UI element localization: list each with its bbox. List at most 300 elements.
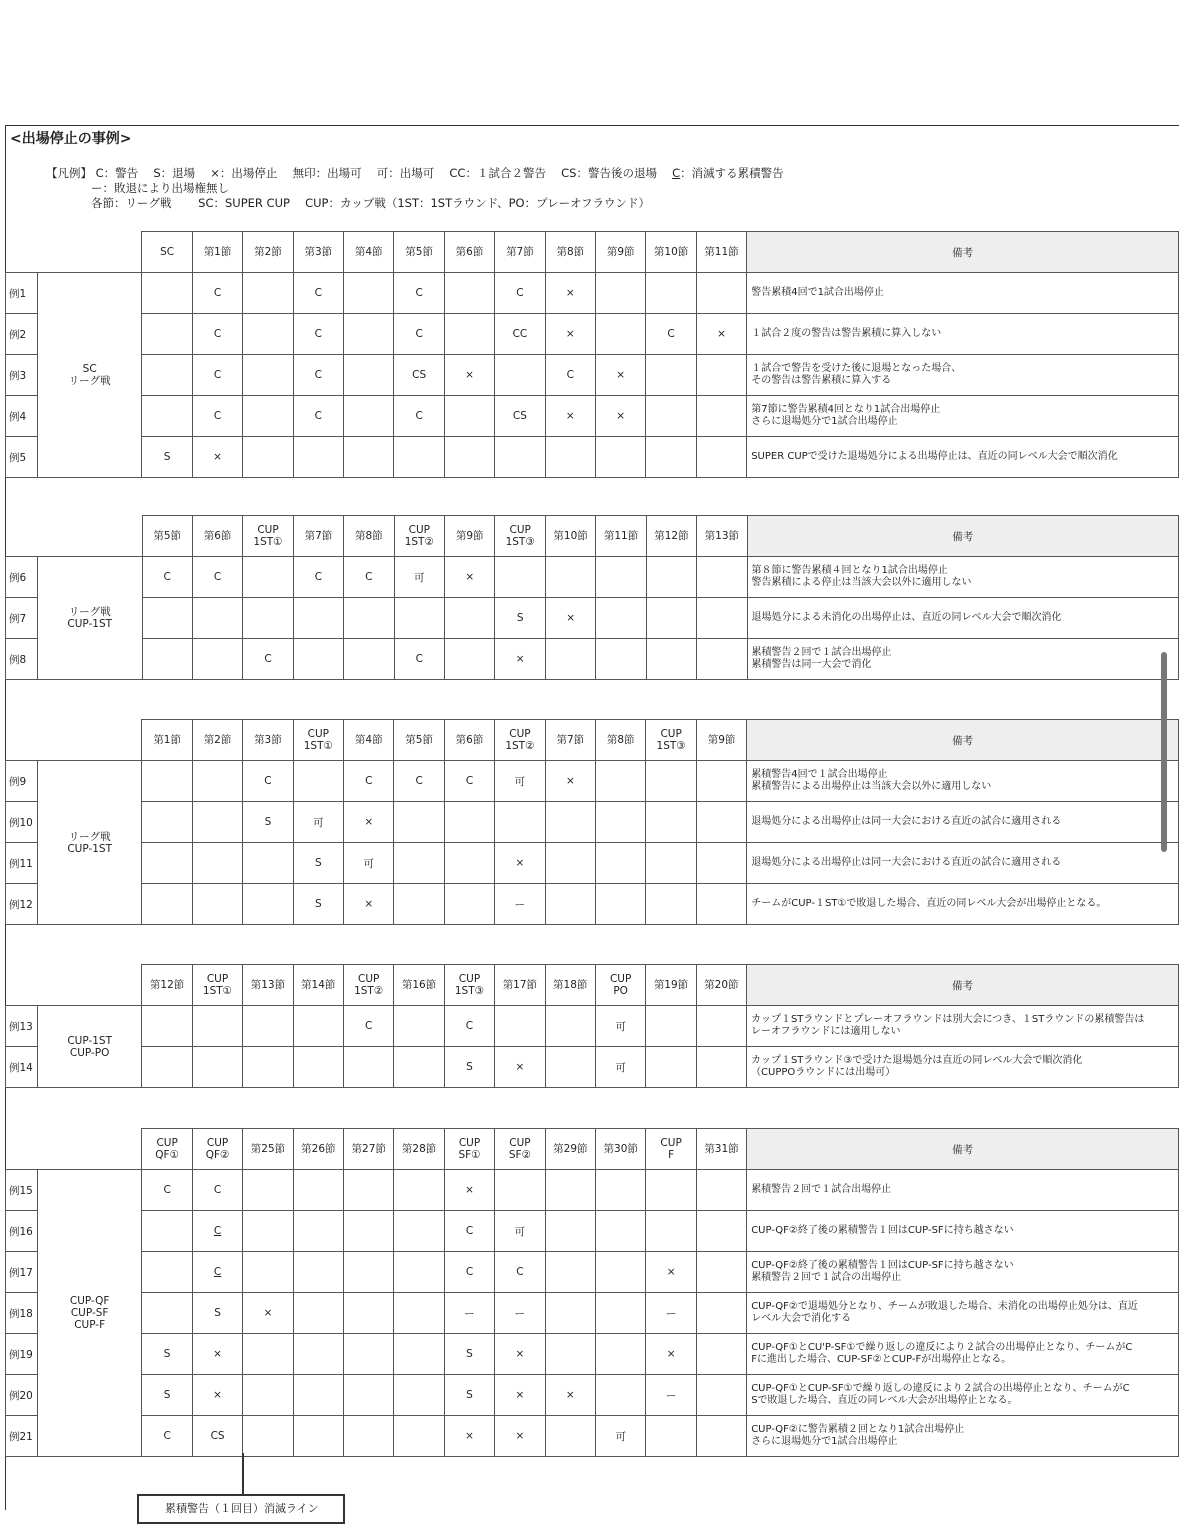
match-cell bbox=[545, 1047, 595, 1088]
table-row bbox=[6, 1252, 1179, 1293]
column-header: 第4節 bbox=[344, 232, 394, 273]
remark-cell bbox=[747, 396, 1179, 437]
remark-cell bbox=[747, 884, 1179, 925]
match-cell: 可 bbox=[595, 1006, 645, 1047]
match-cell bbox=[293, 1047, 343, 1088]
table-row bbox=[6, 1047, 1179, 1088]
match-cell bbox=[444, 843, 494, 884]
match-cell bbox=[646, 802, 696, 843]
match-cell bbox=[696, 1416, 746, 1457]
legend-line-2: ー：敗退により出場権無し bbox=[91, 181, 229, 195]
remark-cell bbox=[747, 843, 1179, 884]
column-header: 第18節 bbox=[545, 965, 595, 1006]
match-cell: C bbox=[646, 314, 696, 355]
match-cell bbox=[596, 761, 646, 802]
match-cell: C bbox=[192, 1211, 242, 1252]
match-cell bbox=[293, 639, 343, 680]
match-cell bbox=[243, 1047, 293, 1088]
match-cell bbox=[394, 598, 444, 639]
match-cell: S bbox=[444, 1334, 494, 1375]
match-cell: S bbox=[444, 1375, 494, 1416]
table-row bbox=[6, 1293, 1179, 1334]
example-label: 例9 bbox=[6, 761, 38, 802]
match-cell bbox=[444, 314, 494, 355]
match-cell: C bbox=[394, 314, 444, 355]
column-header: 第5節 bbox=[394, 720, 444, 761]
match-cell: × bbox=[596, 396, 646, 437]
match-cell bbox=[495, 355, 545, 396]
match-cell bbox=[344, 598, 394, 639]
table-row bbox=[6, 843, 1179, 884]
extinction-line-label: 累積警告（１回目）消滅ライン bbox=[165, 1502, 319, 1515]
column-header: 第10節 bbox=[646, 232, 696, 273]
match-cell: C bbox=[192, 1170, 242, 1211]
match-cell bbox=[192, 598, 242, 639]
column-header: 第4節 bbox=[344, 720, 394, 761]
column-header: 第12節 bbox=[142, 965, 192, 1006]
column-header: 第9節 bbox=[696, 720, 746, 761]
match-cell: 可 bbox=[595, 1047, 645, 1088]
match-cell bbox=[243, 1006, 293, 1047]
column-header: 第3節 bbox=[243, 720, 293, 761]
column-header: 第2節 bbox=[243, 232, 293, 273]
remark-line: 退場処分による出場停止は同一大会における直近の試合に適用される bbox=[751, 857, 1062, 868]
example-label: 例4 bbox=[6, 396, 38, 437]
match-cell bbox=[696, 1293, 746, 1334]
match-cell bbox=[142, 639, 192, 680]
match-cell bbox=[293, 761, 343, 802]
match-cell bbox=[394, 437, 444, 478]
scrollbar[interactable] bbox=[1161, 652, 1167, 852]
remark-line: カップ１STラウンド③で受けた退場処分は直近の同レベル大会で順次消化 bbox=[751, 1055, 1083, 1066]
match-cell: S bbox=[243, 802, 293, 843]
match-cell: × bbox=[495, 639, 545, 680]
match-cell bbox=[646, 273, 696, 314]
remark-cell bbox=[747, 1047, 1179, 1088]
competition-group bbox=[37, 273, 142, 478]
remark-line: レベル大会で消化する bbox=[751, 1313, 852, 1324]
remark-line: CUP-QF②終了後の累積警告１回はCUP-SFに持ち越さない bbox=[751, 1260, 1014, 1271]
table-row bbox=[6, 1006, 1179, 1047]
match-cell bbox=[445, 639, 495, 680]
match-cell bbox=[293, 1170, 343, 1211]
remark-cell bbox=[747, 1170, 1179, 1211]
match-cell bbox=[344, 1416, 394, 1457]
match-cell: × bbox=[444, 1170, 494, 1211]
example-label: 例19 bbox=[6, 1334, 38, 1375]
match-cell bbox=[344, 314, 394, 355]
example-label: 例10 bbox=[6, 802, 38, 843]
column-header: CUP 1ST① bbox=[293, 720, 343, 761]
remark-line: Fに進出した場合、CUP-SF②とCUP-Fが出場停止となる。 bbox=[751, 1354, 1012, 1365]
match-cell bbox=[293, 437, 343, 478]
example-label: 例12 bbox=[6, 884, 38, 925]
match-cell bbox=[243, 557, 293, 598]
remark-cell bbox=[747, 273, 1179, 314]
column-header: 第11節 bbox=[696, 232, 746, 273]
match-cell: C bbox=[444, 1252, 494, 1293]
table-row bbox=[6, 396, 1179, 437]
remark-line: （CUPPOラウンドには出場可） bbox=[751, 1067, 896, 1078]
match-cell bbox=[394, 1006, 444, 1047]
legend-line-1: 【凡例】 C：警告 S：退場 ×：出場停止 無印：出場可 可：出場可 CC：１試合２警告 CS：警告後の退場 C：消滅する累積警告 bbox=[46, 166, 784, 180]
match-cell bbox=[142, 273, 192, 314]
match-cell bbox=[596, 437, 646, 478]
match-cell bbox=[142, 396, 192, 437]
match-cell bbox=[243, 1211, 293, 1252]
table-row bbox=[6, 802, 1179, 843]
remark-cell bbox=[747, 1211, 1179, 1252]
remark-line: CUP-QF②で退場処分となり、チームが敗退した場合、未消化の出場停止処分は、直近 bbox=[751, 1301, 1138, 1312]
header-blank bbox=[6, 232, 142, 273]
match-cell: S bbox=[293, 843, 343, 884]
match-cell: × bbox=[545, 314, 595, 355]
match-cell: × bbox=[344, 802, 394, 843]
match-cell bbox=[596, 843, 646, 884]
match-cell bbox=[696, 802, 746, 843]
connector-line bbox=[242, 1453, 244, 1495]
legend-line-3: 各節：リーグ戦 SC：SUPER CUP CUP：カップ戦（1ST：1STラウンド、PO：プレーオフラウンド） bbox=[91, 196, 651, 210]
example-label: 例14 bbox=[6, 1047, 38, 1088]
column-header: 第5節 bbox=[142, 516, 192, 557]
match-cell bbox=[646, 396, 696, 437]
match-cell bbox=[394, 1293, 444, 1334]
match-cell: C bbox=[495, 273, 545, 314]
match-cell bbox=[444, 437, 494, 478]
match-cell: × bbox=[596, 355, 646, 396]
remark-line: CUP-QF①とCUP-SF①で繰り返しの違反により２試合の出場停止となり、チームがC bbox=[751, 1383, 1130, 1394]
match-cell: C bbox=[545, 355, 595, 396]
match-cell bbox=[394, 1170, 444, 1211]
match-cell bbox=[646, 437, 696, 478]
match-cell: C bbox=[293, 314, 343, 355]
column-header: 第1節 bbox=[142, 720, 192, 761]
match-cell: ー bbox=[444, 1293, 494, 1334]
match-cell bbox=[192, 1047, 242, 1088]
column-header: 第12節 bbox=[646, 516, 696, 557]
match-cell: 可 bbox=[293, 802, 343, 843]
header-blank bbox=[6, 720, 142, 761]
match-cell bbox=[545, 1170, 595, 1211]
remark-cell bbox=[747, 437, 1179, 478]
match-cell bbox=[596, 1252, 646, 1293]
remark-line: さらに退場処分で1試合出場停止 bbox=[751, 1436, 898, 1447]
match-cell: S bbox=[142, 437, 192, 478]
column-header: 第17節 bbox=[495, 965, 545, 1006]
match-cell: × bbox=[243, 1293, 293, 1334]
competition-group-line: リーグ戦 bbox=[68, 375, 111, 387]
column-header: 第9節 bbox=[445, 516, 495, 557]
match-cell bbox=[596, 1211, 646, 1252]
match-cell: ー bbox=[646, 1293, 696, 1334]
match-cell: C bbox=[142, 1416, 192, 1457]
column-header: 第30節 bbox=[596, 1129, 646, 1170]
match-cell bbox=[646, 598, 696, 639]
match-cell bbox=[596, 1293, 646, 1334]
match-cell bbox=[243, 843, 293, 884]
match-cell bbox=[192, 761, 242, 802]
match-cell: C bbox=[344, 761, 394, 802]
match-cell: C bbox=[343, 1006, 393, 1047]
remarks-header: 備考 bbox=[747, 1129, 1179, 1170]
column-header: 第3節 bbox=[293, 232, 343, 273]
remark-line: Sで敗退した場合、直近の同レベル大会が出場停止となる。 bbox=[751, 1395, 1018, 1406]
example-label: 例18 bbox=[6, 1293, 38, 1334]
match-cell: ー bbox=[646, 1375, 696, 1416]
competition-group-line: CUP-F bbox=[74, 1319, 106, 1331]
match-cell bbox=[646, 1006, 696, 1047]
match-cell: C bbox=[142, 1170, 192, 1211]
competition-group-line: CUP-1ST bbox=[67, 618, 113, 630]
column-header: 第10節 bbox=[545, 516, 595, 557]
match-cell: C bbox=[444, 761, 494, 802]
column-header: CUP 1ST① bbox=[243, 516, 293, 557]
match-cell: × bbox=[495, 1416, 545, 1457]
column-header: 第13節 bbox=[697, 516, 747, 557]
match-cell bbox=[445, 598, 495, 639]
match-cell bbox=[394, 884, 444, 925]
match-cell: × bbox=[696, 314, 746, 355]
match-cell: × bbox=[495, 1334, 545, 1375]
match-cell bbox=[545, 639, 595, 680]
match-cell bbox=[394, 1252, 444, 1293]
match-cell bbox=[394, 1211, 444, 1252]
remark-cell bbox=[747, 639, 1178, 680]
remark-line: 累積警告２回で１試合出場停止 bbox=[751, 647, 892, 658]
match-cell bbox=[444, 396, 494, 437]
column-header: SC bbox=[142, 232, 192, 273]
match-cell bbox=[596, 598, 646, 639]
column-header: 第19節 bbox=[646, 965, 696, 1006]
match-cell bbox=[243, 1375, 293, 1416]
match-cell: C bbox=[192, 273, 242, 314]
match-cell: 可 bbox=[344, 843, 394, 884]
match-cell bbox=[394, 1047, 444, 1088]
example-label: 例6 bbox=[6, 557, 38, 598]
column-header: 第7節 bbox=[545, 720, 595, 761]
match-cell: × bbox=[444, 355, 494, 396]
match-cell bbox=[243, 1170, 293, 1211]
match-cell: C bbox=[444, 1006, 494, 1047]
match-cell bbox=[596, 557, 646, 598]
table-row bbox=[6, 273, 1179, 314]
match-cell bbox=[697, 557, 747, 598]
example-label: 例3 bbox=[6, 355, 38, 396]
match-cell: C bbox=[192, 557, 242, 598]
match-cell bbox=[596, 314, 646, 355]
match-cell: C bbox=[293, 396, 343, 437]
match-cell bbox=[696, 1252, 746, 1293]
match-cell bbox=[646, 1211, 696, 1252]
match-cell bbox=[696, 1334, 746, 1375]
remark-line: CUP-QF②終了後の累積警告１回はCUP-SFに持ち越さない bbox=[751, 1225, 1014, 1236]
remark-line: 累積警告による出場停止は当該大会以外に適用しない bbox=[751, 781, 992, 792]
match-cell bbox=[192, 884, 242, 925]
example-label: 例8 bbox=[6, 639, 38, 680]
match-cell bbox=[495, 802, 545, 843]
match-cell: CS bbox=[495, 396, 545, 437]
match-cell bbox=[545, 1416, 595, 1457]
match-cell bbox=[596, 802, 646, 843]
match-cell bbox=[192, 843, 242, 884]
example-label: 例17 bbox=[6, 1252, 38, 1293]
match-cell bbox=[142, 314, 192, 355]
column-header: CUP 1ST② bbox=[343, 965, 393, 1006]
match-cell bbox=[646, 843, 696, 884]
match-cell: × bbox=[495, 843, 545, 884]
column-header: 第29節 bbox=[545, 1129, 595, 1170]
remark-line: 第7節に警告累積4回となり1試合出場停止 bbox=[751, 404, 941, 415]
match-cell bbox=[696, 1047, 746, 1088]
match-cell: × bbox=[545, 273, 595, 314]
table-row bbox=[6, 1170, 1179, 1211]
column-header: CUP SF② bbox=[495, 1129, 545, 1170]
match-cell bbox=[646, 355, 696, 396]
match-cell bbox=[394, 1334, 444, 1375]
match-cell bbox=[394, 843, 444, 884]
remark-cell bbox=[747, 1334, 1179, 1375]
page-title: <出場停止の事例> bbox=[10, 131, 132, 147]
table-row bbox=[6, 437, 1179, 478]
example-label: 例20 bbox=[6, 1375, 38, 1416]
match-cell: C bbox=[444, 1211, 494, 1252]
example-label: 例16 bbox=[6, 1211, 38, 1252]
match-cell bbox=[142, 884, 192, 925]
match-cell bbox=[192, 802, 242, 843]
match-cell bbox=[495, 1006, 545, 1047]
match-cell: C bbox=[394, 761, 444, 802]
competition-group-line: CUP-1ST bbox=[67, 842, 113, 855]
match-cell bbox=[545, 1334, 595, 1375]
table-row bbox=[6, 639, 1179, 680]
column-header: 第6節 bbox=[444, 720, 494, 761]
match-cell bbox=[545, 1006, 595, 1047]
match-cell bbox=[243, 314, 293, 355]
match-cell bbox=[696, 1375, 746, 1416]
remark-line: １試合で警告を受けた後に退場となった場合、 bbox=[751, 363, 962, 374]
match-cell bbox=[243, 1334, 293, 1375]
remark-line: さらに退場処分で1試合出場停止 bbox=[751, 416, 898, 427]
table-row bbox=[6, 1375, 1179, 1416]
column-header: 第8節 bbox=[596, 720, 646, 761]
match-cell bbox=[596, 1334, 646, 1375]
remarks-header: 備考 bbox=[747, 965, 1179, 1006]
match-cell: × bbox=[192, 1334, 242, 1375]
match-cell: × bbox=[445, 557, 495, 598]
example-label: 例11 bbox=[6, 843, 38, 884]
competition-group bbox=[37, 761, 142, 925]
match-cell bbox=[646, 761, 696, 802]
match-cell bbox=[696, 761, 746, 802]
competition-group-line: リーグ戦 bbox=[68, 830, 111, 843]
column-header: 第11節 bbox=[596, 516, 646, 557]
match-cell bbox=[545, 843, 595, 884]
match-cell: × bbox=[545, 1375, 595, 1416]
column-header: 第7節 bbox=[495, 232, 545, 273]
match-cell bbox=[142, 1006, 192, 1047]
column-header: CUP 1ST② bbox=[394, 516, 444, 557]
remark-line: その警告は警告累積に算入する bbox=[751, 375, 892, 386]
table-row bbox=[6, 884, 1179, 925]
remarks-header: 備考 bbox=[747, 232, 1179, 273]
remark-line: 警告累積による停止は当該大会以外に適用しない bbox=[751, 577, 972, 588]
column-header: 第8節 bbox=[545, 232, 595, 273]
match-cell bbox=[696, 273, 746, 314]
match-cell bbox=[142, 802, 192, 843]
match-cell bbox=[243, 598, 293, 639]
match-cell: × bbox=[192, 437, 242, 478]
match-cell bbox=[545, 1211, 595, 1252]
remark-line: 退場処分による未消化の出場停止は、直近の同レベル大会で順次消化 bbox=[751, 612, 1062, 623]
column-header: CUP 1ST③ bbox=[646, 720, 696, 761]
remark-line: 退場処分による出場停止は同一大会における直近の試合に適用される bbox=[751, 816, 1062, 827]
match-cell: CS bbox=[192, 1416, 242, 1457]
match-cell bbox=[696, 1170, 746, 1211]
column-header: CUP F bbox=[646, 1129, 696, 1170]
column-header: 第13節 bbox=[243, 965, 293, 1006]
table-row bbox=[6, 355, 1179, 396]
match-cell: C bbox=[142, 557, 192, 598]
match-cell bbox=[142, 761, 192, 802]
column-header: CUP 1ST③ bbox=[444, 965, 494, 1006]
match-cell bbox=[344, 1375, 394, 1416]
column-header: 第7節 bbox=[293, 516, 343, 557]
column-header: CUP 1ST③ bbox=[495, 516, 545, 557]
extinction-line-box bbox=[137, 1494, 345, 1524]
column-header: 第9節 bbox=[596, 232, 646, 273]
match-cell: × bbox=[495, 1375, 545, 1416]
match-cell bbox=[344, 437, 394, 478]
remarks-header: 備考 bbox=[747, 720, 1179, 761]
match-cell: S bbox=[444, 1047, 494, 1088]
match-cell bbox=[344, 1252, 394, 1293]
remark-line: 警告累積4回で1試合出場停止 bbox=[751, 287, 884, 298]
column-header: 第28節 bbox=[394, 1129, 444, 1170]
column-header: 第2節 bbox=[192, 720, 242, 761]
column-header: CUP 1ST② bbox=[495, 720, 545, 761]
remark-cell bbox=[747, 1006, 1179, 1047]
match-cell: C bbox=[394, 639, 444, 680]
competition-group bbox=[37, 1006, 142, 1088]
match-cell bbox=[142, 355, 192, 396]
match-cell: C bbox=[293, 557, 343, 598]
match-cell bbox=[545, 1252, 595, 1293]
remark-line: 第８節に警告累積４回となり1試合出場停止 bbox=[751, 565, 948, 576]
match-cell: × bbox=[344, 884, 394, 925]
match-cell bbox=[243, 437, 293, 478]
example-label: 例15 bbox=[6, 1170, 38, 1211]
match-cell bbox=[495, 557, 545, 598]
match-cell bbox=[394, 1416, 444, 1457]
column-header: 第31節 bbox=[696, 1129, 746, 1170]
match-cell: × bbox=[545, 396, 595, 437]
match-cell bbox=[192, 639, 242, 680]
match-cell bbox=[646, 1170, 696, 1211]
column-header: 第25節 bbox=[243, 1129, 293, 1170]
example-label: 例2 bbox=[6, 314, 38, 355]
match-cell bbox=[697, 598, 747, 639]
match-cell bbox=[696, 843, 746, 884]
match-cell: 可 bbox=[495, 1211, 545, 1252]
example-label: 例1 bbox=[6, 273, 38, 314]
match-cell bbox=[545, 1293, 595, 1334]
match-cell bbox=[344, 396, 394, 437]
remarks-header: 備考 bbox=[747, 516, 1178, 557]
match-cell bbox=[243, 884, 293, 925]
column-header: CUP 1ST① bbox=[192, 965, 242, 1006]
table-row bbox=[6, 1416, 1179, 1457]
remark-line: CUP-QF②に警告累積２回となり1試合出場停止 bbox=[751, 1424, 965, 1435]
